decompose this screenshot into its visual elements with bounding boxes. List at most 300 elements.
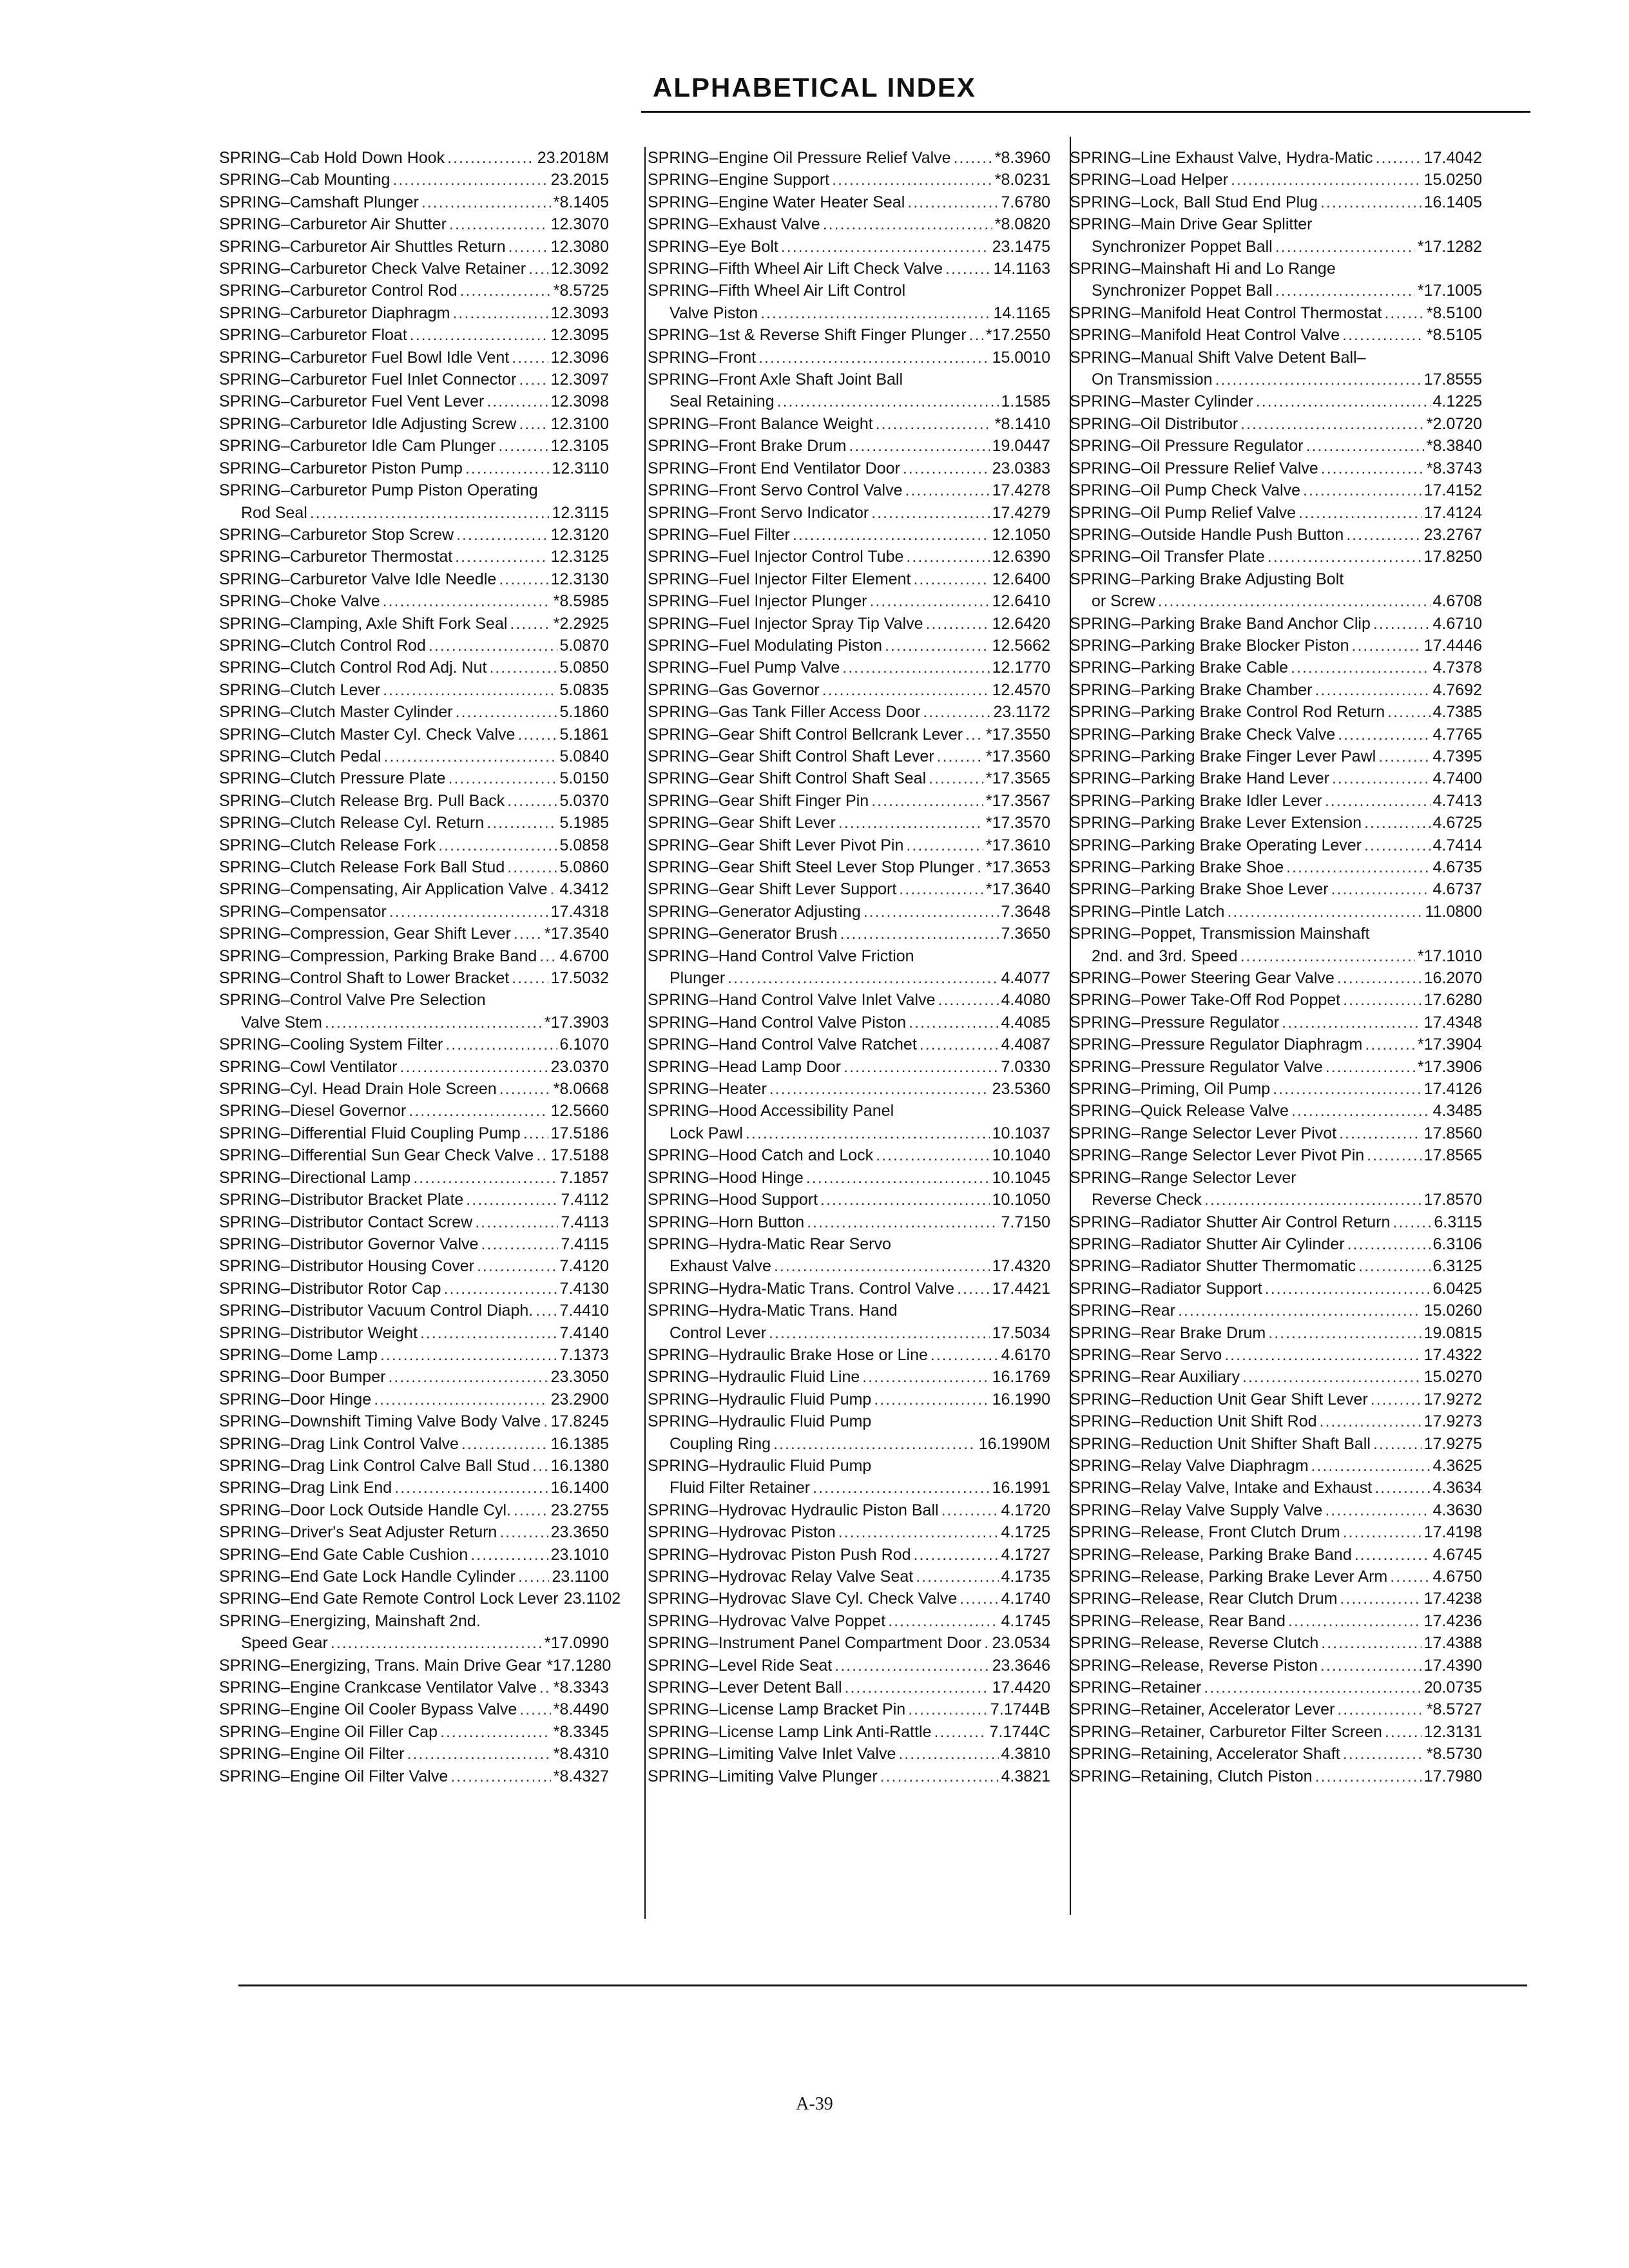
- entry-label: SPRING–Hood Accessibility Panel: [648, 1102, 894, 1120]
- leader-dots: [1306, 435, 1424, 457]
- entry-reference: 7.4113: [561, 1213, 609, 1231]
- entry-label: SPRING–Lever Detent Ball: [648, 1678, 842, 1697]
- entry-reference: 17.8245: [550, 1412, 609, 1431]
- entry-label: SPRING–Relay Valve Diaphragm: [1070, 1456, 1309, 1475]
- entry-reference: 6.1070: [559, 1035, 609, 1054]
- index-entry: [219, 1322, 609, 1344]
- entry-reference: 16.2070: [1423, 969, 1482, 988]
- leader-dots: [1275, 236, 1415, 258]
- leader-dots: [820, 1189, 990, 1211]
- entry-label: SPRING–Fuel Injector Plunger: [648, 592, 867, 611]
- entry-label: SPRING–Oil Pump Check Valve: [1070, 481, 1300, 500]
- index-entry: [219, 834, 609, 856]
- leader-dots: [465, 457, 550, 479]
- leader-dots: [758, 347, 990, 369]
- index-entry: [1070, 1189, 1482, 1211]
- index-entry: [648, 1012, 1050, 1033]
- entry-label: SPRING–Front End Ventilator Door: [648, 459, 900, 477]
- leader-dots: [1364, 812, 1431, 834]
- leader-dots: [1385, 1721, 1422, 1743]
- entry-label: SPRING–Parking Brake Check Valve: [1070, 725, 1336, 744]
- entry-reference: 17.8555: [1423, 370, 1482, 389]
- entry-reference: 23.5360: [992, 1080, 1050, 1099]
- entry-reference: 17.4152: [1423, 481, 1482, 500]
- index-entry: [648, 1278, 1050, 1300]
- entry-label: SPRING–Parking Brake Band Anchor Clip: [1070, 614, 1371, 633]
- leader-dots: [1282, 1012, 1421, 1033]
- index-entry: [1070, 1698, 1482, 1720]
- index-entry: [648, 1477, 1050, 1499]
- entry-label: SPRING–Parking Brake Chamber: [1070, 680, 1313, 699]
- entry-label: SPRING–Hand Control Valve Inlet Valve: [648, 991, 936, 1010]
- entry-label: SPRING–Hydraulic Fluid Pump: [648, 1390, 872, 1408]
- entry-reference: *17.3610: [985, 836, 1050, 854]
- leader-dots: [1320, 1655, 1422, 1677]
- index-entry: [1070, 169, 1482, 191]
- entry-label: SPRING–Door Hinge: [219, 1390, 372, 1408]
- leader-dots: [807, 1211, 998, 1233]
- index-entry: [648, 1211, 1050, 1233]
- entry-label: SPRING–Mainshaft Hi and Lo Range: [1070, 260, 1336, 278]
- entry-label: SPRING–Carburetor Idle Adjusting Screw: [219, 414, 517, 433]
- entry-reference: 7.1373: [559, 1345, 609, 1364]
- entry-label: SPRING–Retaining, Accelerator Shaft: [1070, 1745, 1340, 1763]
- index-entry: [648, 524, 1050, 546]
- index-entry: [1070, 1211, 1482, 1233]
- entry-reference: 7.4115: [561, 1235, 609, 1253]
- index-column-2: [648, 147, 1050, 1932]
- entry-label: SPRING–Engine Oil Filter: [219, 1745, 405, 1763]
- entry-label: SPRING–Release, Parking Brake Band: [1070, 1545, 1352, 1564]
- entry-reference: 14.1163: [993, 260, 1050, 278]
- entry-label: SPRING–Fuel Modulating Piston: [648, 636, 883, 655]
- entry-reference: 17.8570: [1423, 1191, 1482, 1209]
- leader-dots: [1240, 945, 1415, 967]
- entry-reference: 4.1727: [1001, 1545, 1050, 1564]
- entry-label: SPRING–Reduction Unit Shifter Shaft Ball: [1070, 1434, 1371, 1453]
- entry-label: SPRING–Clutch Lever: [219, 680, 381, 699]
- page-number: A-39: [796, 2094, 833, 2114]
- entry-label: SPRING–Carburetor Control Rod: [219, 282, 458, 300]
- leader-dots: [1343, 1743, 1424, 1765]
- entry-label: SPRING–Gas Tank Filler Access Door: [648, 703, 921, 722]
- leader-dots: [1178, 1300, 1422, 1321]
- index-entry: [219, 1012, 609, 1033]
- leader-dots: [871, 790, 983, 812]
- leader-dots: [452, 302, 548, 324]
- entry-label: SPRING–Drag Link Control Calve Ball Stud: [219, 1456, 530, 1475]
- entry-label: SPRING–Head Lamp Door: [648, 1057, 842, 1076]
- entry-reference: 23.0534: [992, 1634, 1050, 1653]
- entry-reference: 4.4087: [1001, 1035, 1050, 1054]
- entry-reference: 5.0850: [559, 658, 609, 677]
- leader-dots: [499, 1521, 548, 1543]
- entry-reference: *8.3840: [1426, 437, 1482, 456]
- leader-dots: [489, 657, 557, 678]
- index-entry: [219, 1410, 609, 1432]
- index-entry: [1070, 236, 1482, 258]
- leader-dots: [383, 590, 551, 612]
- leader-dots: [1325, 1056, 1415, 1078]
- index-entry: [648, 191, 1050, 213]
- index-entry: [219, 546, 609, 568]
- leader-dots: [400, 1056, 548, 1078]
- leader-dots: [1321, 457, 1424, 479]
- entry-label: SPRING–Cooling System Filter: [219, 1035, 443, 1054]
- entry-reference: 17.4421: [992, 1279, 1050, 1298]
- index-entry: [648, 1655, 1050, 1677]
- entry-label: Rod Seal: [241, 503, 307, 522]
- leader-dots: [409, 1100, 548, 1122]
- index-entry: [1070, 1433, 1482, 1455]
- title-rule: [641, 111, 1530, 113]
- entry-reference: *17.3653: [985, 858, 1050, 876]
- leader-dots: [450, 1765, 551, 1787]
- leader-dots: [1320, 1410, 1422, 1432]
- index-entry: [648, 457, 1050, 479]
- leader-dots: [1358, 1255, 1430, 1277]
- entry-label: SPRING–Outside Handle Push Button: [1070, 525, 1344, 544]
- entry-reference: 12.6400: [992, 570, 1050, 588]
- entry-label: SPRING–Camshaft Plunger: [219, 193, 419, 211]
- leader-dots: [906, 834, 983, 856]
- entry-label: SPRING–Compensating, Air Application Valve: [219, 880, 548, 899]
- entry-label: SPRING–End Gate Remote Control Lock Lever: [219, 1590, 559, 1608]
- entry-reference: 4.4085: [1001, 1013, 1050, 1032]
- index-entry: [648, 1410, 1050, 1432]
- entry-reference: *17.3567: [985, 791, 1050, 810]
- entry-reference: 12.3115: [552, 503, 609, 522]
- leader-dots: [1311, 1455, 1431, 1477]
- entry-reference: 12.3105: [550, 437, 609, 456]
- entry-label: SPRING–Front: [648, 348, 757, 367]
- index-entry: [1070, 812, 1482, 834]
- leader-dots: [898, 1743, 998, 1765]
- entry-reference: 17.9273: [1423, 1412, 1482, 1431]
- index-entry: [1070, 967, 1482, 989]
- entry-reference: 5.1985: [559, 814, 609, 832]
- entry-reference: *8.3343: [553, 1678, 609, 1697]
- leader-dots: [1338, 724, 1430, 745]
- index-entry: [648, 413, 1050, 435]
- entry-label: SPRING–Manifold Heat Control Valve: [1070, 326, 1340, 345]
- entry-label: Valve Piston: [670, 303, 758, 322]
- index-entry: [648, 1698, 1050, 1720]
- index-entry: [219, 1566, 609, 1588]
- index-entry: [648, 479, 1050, 501]
- leader-dots: [532, 1455, 548, 1477]
- entry-reference: 4.1225: [1432, 392, 1482, 411]
- entry-label: SPRING–Master Cylinder: [1070, 392, 1253, 411]
- entry-reference: 15.0270: [1423, 1368, 1482, 1387]
- index-entry: [648, 568, 1050, 590]
- entry-reference: 4.4080: [1001, 991, 1050, 1010]
- entry-label: Lock Pawl: [670, 1124, 743, 1142]
- index-entry: [1070, 1566, 1482, 1588]
- leader-dots: [508, 236, 548, 258]
- entry-reference: 12.3092: [550, 260, 609, 278]
- entry-label: SPRING–Engine Crankcase Ventilator Valve: [219, 1678, 537, 1697]
- entry-reference: 12.3095: [550, 326, 609, 345]
- entry-reference: 5.0858: [559, 836, 609, 854]
- entry-label: SPRING–Energizing, Trans. Main Drive Gear: [219, 1656, 542, 1675]
- index-entry: [648, 236, 1050, 258]
- index-entry: [219, 923, 609, 945]
- entry-reference: *2.0720: [1426, 414, 1482, 433]
- index-entry: [648, 1300, 1050, 1321]
- entry-label: SPRING–Level Ride Seat: [648, 1656, 833, 1675]
- entry-reference: 23.2015: [550, 171, 609, 189]
- entry-reference: *17.1280: [546, 1656, 612, 1675]
- index-entry: [219, 1300, 609, 1321]
- leader-dots: [1268, 1322, 1421, 1344]
- entry-label: SPRING–Engine Oil Filler Cap: [219, 1722, 438, 1741]
- entry-label: SPRING–Lock, Ball Stud End Plug: [1070, 193, 1318, 211]
- leader-dots: [832, 169, 992, 191]
- entry-reference: *8.5105: [1426, 326, 1482, 345]
- entry-reference: 4.1720: [1001, 1501, 1050, 1519]
- leader-dots: [440, 1721, 551, 1743]
- leader-dots: [899, 878, 983, 900]
- entry-label: SPRING–Cab Mounting: [219, 171, 390, 189]
- index-entry: [1070, 657, 1482, 678]
- index-entry: [1070, 1278, 1482, 1300]
- entry-label: Plunger: [670, 969, 726, 988]
- entry-label: SPRING–Carburetor Stop Screw: [219, 525, 454, 544]
- entry-reference: 16.1405: [1423, 193, 1482, 211]
- entry-reference: 12.3130: [550, 570, 609, 588]
- entry-label: SPRING–Hydraulic Fluid Line: [648, 1368, 860, 1387]
- leader-dots: [840, 923, 999, 945]
- entry-reference: *8.3743: [1426, 459, 1482, 477]
- index-entry: [648, 369, 1050, 390]
- leader-dots: [388, 1366, 548, 1388]
- leader-dots: [1384, 302, 1423, 324]
- leader-dots: [1231, 169, 1422, 191]
- entry-reference: 23.2900: [550, 1390, 609, 1408]
- entry-label: SPRING–Clutch Master Cylinder: [219, 703, 453, 722]
- index-entry: [648, 1033, 1050, 1055]
- leader-dots: [410, 324, 548, 346]
- leader-dots: [934, 1721, 987, 1743]
- leader-dots: [507, 790, 557, 812]
- leader-dots: [909, 1012, 998, 1033]
- leader-dots: [834, 1655, 989, 1677]
- entry-reference: 7.4112: [561, 1191, 609, 1209]
- leader-dots: [1320, 191, 1422, 213]
- leader-dots: [550, 878, 557, 900]
- leader-dots: [760, 302, 990, 324]
- leader-dots: [1367, 1144, 1421, 1166]
- leader-dots: [838, 1521, 999, 1543]
- leader-dots: [512, 967, 548, 989]
- entry-label: SPRING–Fuel Pump Valve: [648, 658, 840, 677]
- entry-reference: *17.3570: [985, 814, 1050, 832]
- entry-reference: 6.3115: [1434, 1213, 1482, 1231]
- leader-dots: [1158, 590, 1431, 612]
- index-entry: [219, 1632, 609, 1654]
- index-entry: [1070, 369, 1482, 390]
- leader-dots: [880, 1765, 999, 1787]
- entry-label: Coupling Ring: [670, 1434, 771, 1453]
- entry-reference: 4.7385: [1432, 703, 1482, 722]
- entry-reference: 16.1380: [550, 1456, 609, 1475]
- leader-dots: [517, 724, 557, 745]
- entry-label: SPRING–Fuel Injector Filter Element: [648, 570, 911, 588]
- entry-reference: *8.5727: [1426, 1700, 1482, 1719]
- index-entry: [219, 568, 609, 590]
- entry-reference: 23.0370: [550, 1057, 609, 1076]
- entry-reference: *17.3540: [544, 925, 609, 943]
- leader-dots: [1275, 280, 1415, 302]
- leader-dots: [773, 1433, 976, 1455]
- leader-dots: [394, 1477, 548, 1499]
- index-entry: [648, 945, 1050, 967]
- index-entry: [219, 324, 609, 346]
- entry-label: SPRING–Parking Brake Operating Lever: [1070, 836, 1362, 854]
- leader-dots: [1347, 1233, 1431, 1255]
- leader-dots: [1315, 679, 1431, 701]
- entry-reference: *17.3903: [544, 1013, 609, 1032]
- index-entry: [648, 435, 1050, 457]
- index-entry: [648, 1499, 1050, 1521]
- index-entry: [1070, 1477, 1482, 1499]
- entry-label: SPRING–Carburetor Fuel Inlet Connector: [219, 370, 517, 389]
- index-entry: [219, 945, 609, 967]
- entry-reference: 7.1744B: [990, 1700, 1050, 1719]
- leader-dots: [331, 1632, 542, 1654]
- leader-dots: [1365, 1033, 1415, 1055]
- leader-dots: [1340, 1588, 1421, 1610]
- entry-label: SPRING–Oil Pump Relief Valve: [1070, 503, 1296, 522]
- entry-reference: 17.4238: [1423, 1590, 1482, 1608]
- leader-dots: [793, 524, 990, 546]
- index-entry: [1070, 191, 1482, 213]
- leader-dots: [1240, 413, 1424, 435]
- index-entry: [1070, 767, 1482, 789]
- entry-reference: 4.6170: [1001, 1345, 1050, 1364]
- entry-label: SPRING–Carburetor Check Valve Retainer: [219, 260, 526, 278]
- leader-dots: [941, 1499, 999, 1521]
- entry-reference: 17.9275: [1423, 1434, 1482, 1453]
- index-entry: [1070, 1410, 1482, 1432]
- index-entry: [219, 1189, 609, 1211]
- entry-reference: *8.0231: [994, 171, 1050, 189]
- entry-label: SPRING–Hydrovac Valve Poppet: [648, 1611, 886, 1630]
- index-entry: [219, 502, 609, 524]
- entry-label: SPRING–Priming, Oil Pump: [1070, 1080, 1271, 1099]
- index-entry: [219, 657, 609, 678]
- index-entry: [219, 1366, 609, 1388]
- leader-dots: [806, 1167, 990, 1189]
- index-entry: [219, 169, 609, 191]
- entry-label: SPRING–Distributor Rotor Cap: [219, 1279, 441, 1298]
- index-entry: [1070, 524, 1482, 546]
- leader-dots: [449, 213, 548, 235]
- index-entry: [648, 324, 1050, 346]
- entry-label: SPRING–Front Axle Shaft Joint Ball: [648, 370, 903, 389]
- index-entry: [1070, 856, 1482, 878]
- index-entry: [648, 989, 1050, 1011]
- leader-dots: [777, 390, 999, 412]
- index-entry: [219, 236, 609, 258]
- leader-dots: [1204, 1189, 1422, 1211]
- entry-reference: 23.2755: [550, 1501, 609, 1519]
- entry-reference: *17.3904: [1417, 1035, 1482, 1054]
- entry-label: SPRING–Parking Brake Finger Lever Pawl: [1070, 747, 1376, 765]
- entry-label: SPRING–Engine Oil Filter Valve: [219, 1767, 448, 1785]
- entry-reference: 7.4410: [559, 1302, 609, 1320]
- entry-reference: 7.1744C: [989, 1722, 1050, 1741]
- index-entry: [648, 1056, 1050, 1078]
- leader-dots: [514, 923, 542, 945]
- index-entry: [219, 635, 609, 657]
- entry-reference: 10.1037: [992, 1124, 1050, 1142]
- leader-dots: [916, 1566, 998, 1588]
- entry-label: SPRING–Clutch Control Rod: [219, 636, 426, 655]
- index-entry: [219, 812, 609, 834]
- entry-reference: 23.3050: [550, 1368, 609, 1387]
- entry-reference: 15.0260: [1423, 1302, 1482, 1320]
- entry-reference: 12.3070: [550, 215, 609, 234]
- entry-reference: 17.6280: [1423, 991, 1482, 1010]
- entry-label: SPRING–1st & Reverse Shift Finger Plunger: [648, 326, 967, 345]
- entry-reference: 5.0870: [559, 636, 609, 655]
- entry-reference: 15.0010: [992, 348, 1050, 367]
- index-entry: [219, 1655, 612, 1677]
- entry-reference: 17.4322: [1423, 1345, 1482, 1364]
- index-entry: [219, 1477, 609, 1499]
- entry-label: SPRING–Oil Distributor: [1070, 414, 1239, 433]
- entry-label: SPRING–Retainer, Accelerator Lever: [1070, 1700, 1335, 1719]
- index-entry: [648, 1588, 1050, 1610]
- index-entry: [648, 1144, 1050, 1166]
- entry-reference: *8.1410: [994, 414, 1050, 433]
- leader-dots: [1265, 1278, 1431, 1300]
- entry-label: SPRING–Cyl. Head Drain Hole Screen: [219, 1080, 497, 1099]
- entry-label: SPRING–Retainer, Carburetor Filter Screen: [1070, 1722, 1382, 1741]
- index-entry: [648, 1544, 1050, 1566]
- entry-label: SPRING–Release, Rear Clutch Drum: [1070, 1590, 1338, 1608]
- index-column-1: [219, 147, 621, 1932]
- entry-label: SPRING–Clamping, Axle Shift Fork Seal: [219, 614, 508, 633]
- index-entry: [648, 347, 1050, 369]
- entry-reference: 4.3821: [1001, 1767, 1050, 1785]
- entry-label: SPRING–Pintle Latch: [1070, 902, 1225, 921]
- index-entry: [219, 1233, 609, 1255]
- entry-label: SPRING–End Gate Cable Cushion: [219, 1545, 468, 1564]
- leader-dots: [1298, 502, 1422, 524]
- entry-reference: 23.1475: [992, 237, 1050, 256]
- entry-reference: 4.1740: [1001, 1590, 1050, 1608]
- entry-reference: 4.6708: [1432, 592, 1482, 611]
- leader-dots: [965, 724, 983, 745]
- entry-reference: 23.1172: [993, 703, 1050, 722]
- index-entry: [1070, 546, 1482, 568]
- leader-dots: [429, 635, 557, 657]
- index-entry: [1070, 258, 1482, 280]
- entry-reference: 12.3098: [550, 392, 609, 411]
- entry-reference: 12.5660: [550, 1102, 609, 1120]
- leader-dots: [1242, 1366, 1422, 1388]
- index-entry: [219, 1389, 609, 1410]
- entry-label: SPRING–Radiator Shutter Air Control Return: [1070, 1213, 1391, 1231]
- leader-dots: [499, 568, 548, 590]
- entry-label: SPRING–Load Helper: [1070, 171, 1228, 189]
- entry-reference: 17.8565: [1423, 1146, 1482, 1165]
- entry-label: SPRING–Pressure Regulator Valve: [1070, 1057, 1323, 1076]
- index-entry: [1070, 1544, 1482, 1566]
